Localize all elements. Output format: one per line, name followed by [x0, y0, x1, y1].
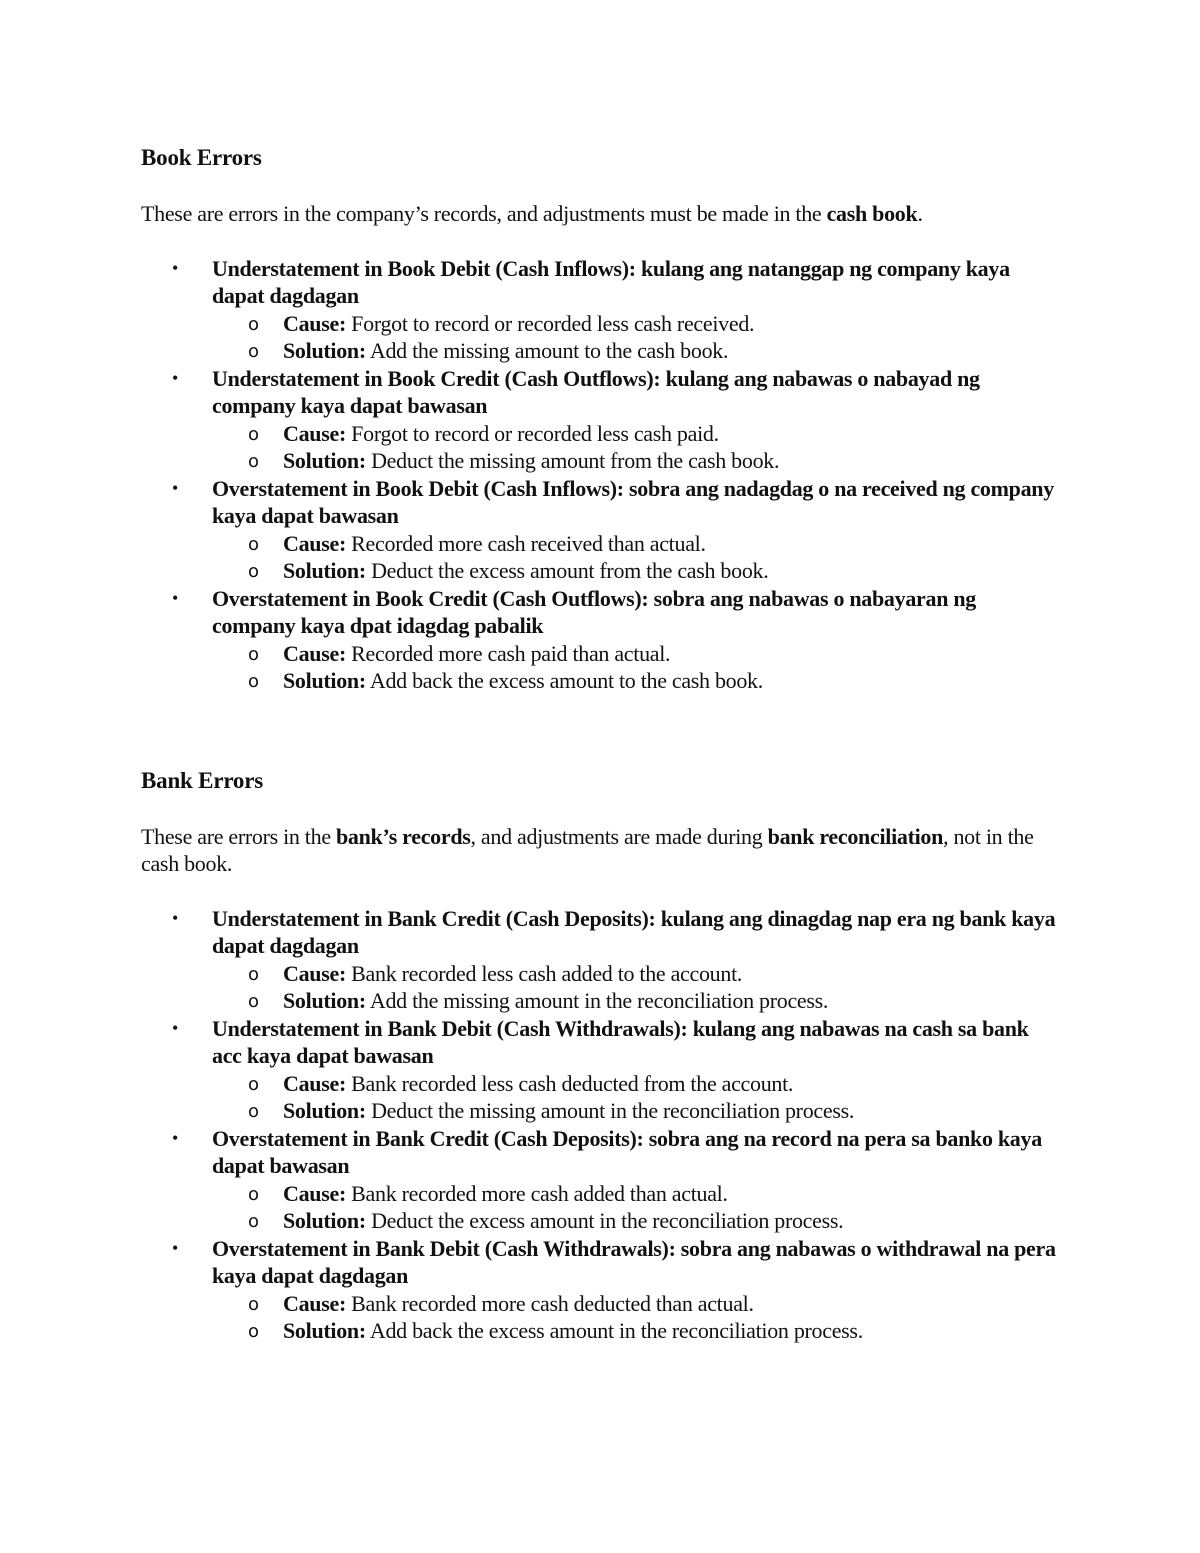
sub-bullet-icon: o [248, 643, 259, 665]
error-heading: Understatement in Bank Credit (Cash Deposits): kulang ang dinagdag nap era ng bank kaya dapat dagdagan [212, 905, 1056, 958]
cause-label: Cause: [283, 530, 346, 556]
sub-list [212, 310, 1061, 365]
sub-item-cause [141, 420, 1061, 448]
sub-item-solution [141, 667, 1061, 695]
solution-text: Deduct the missing amount in the reconciliation process. [365, 1098, 855, 1123]
sub-item-solution [141, 1317, 1061, 1345]
solution-text: Add the missing amount to the cash book. [365, 338, 729, 363]
list-item [141, 1125, 1061, 1235]
bullet-icon: • [172, 257, 179, 278]
bullet-icon: • [172, 907, 179, 928]
sub-bullet-icon: o [248, 1101, 259, 1122]
solution-label: Solution: [283, 1098, 366, 1123]
document-page [141, 143, 1061, 1345]
error-heading: Overstatement in Bank Credit (Cash Deposits): sobra ang na record na pera sa banko kaya dapat bawasan [212, 1125, 1042, 1178]
error-heading: Overstatement in Bank Debit (Cash Withdrawals): sobra ang nabawas o withdrawal na pera kaya dapat dagdagan [212, 1235, 1056, 1288]
bank-intro-pre: These are errors in the [141, 823, 336, 849]
list-item [141, 1015, 1061, 1125]
error-heading: Understatement in Bank Debit (Cash Withdrawals): kulang ang nabawas na cash sa bank acc kaya dapat bawasan [212, 1015, 1029, 1068]
sub-list [212, 1070, 1061, 1125]
book-errors-intro [141, 200, 1061, 228]
list-item [141, 475, 1061, 585]
cause-text: Bank recorded more cash added than actual. [345, 1180, 728, 1206]
bank-intro-post: , not in the cash book. [141, 823, 1034, 876]
sub-bullet-icon: o [248, 991, 259, 1012]
sub-list [212, 1180, 1061, 1235]
sub-item-solution [141, 1207, 1061, 1235]
solution-text: Add back the excess amount in the reconciliation process. [365, 1318, 863, 1343]
cause-text: Forgot to record or recorded less cash received. [345, 310, 755, 336]
sub-item-solution [141, 987, 1061, 1015]
solution-label: Solution: [283, 988, 366, 1013]
list-item [141, 585, 1061, 695]
bank-intro-bold-records: bank’s records [335, 823, 471, 849]
error-heading: Understatement in Book Debit (Cash Inflows): kulang ang natanggap ng company kaya dapat dagdagan [212, 255, 1010, 308]
cause-label: Cause: [283, 420, 346, 446]
error-heading: Overstatement in Book Debit (Cash Inflows): sobra ang nadagdag o na received ng company kaya dapat bawasan [212, 475, 1054, 528]
bank-errors-list [141, 905, 1061, 1345]
sub-item-solution [141, 1097, 1061, 1125]
sub-bullet-icon: o [248, 1321, 259, 1342]
sub-bullet-icon: o [248, 561, 259, 582]
bullet-icon: • [172, 477, 179, 498]
sub-bullet-icon: o [248, 1183, 259, 1205]
sub-bullet-icon: o [248, 1293, 259, 1315]
bank-errors-title: Bank Errors [141, 767, 263, 793]
sub-item-solution [141, 447, 1061, 475]
solution-text: Deduct the excess amount in the reconciliation process. [365, 1208, 844, 1233]
sub-list [212, 960, 1061, 1015]
bullet-icon: • [172, 1127, 179, 1148]
cause-label: Cause: [283, 1180, 346, 1206]
list-item [141, 255, 1061, 365]
sub-bullet-icon: o [248, 313, 259, 335]
bank-intro-bold-reconciliation: bank reconciliation [767, 823, 944, 849]
sub-item-cause [141, 310, 1061, 338]
cause-text: Recorded more cash received than actual. [345, 530, 706, 556]
solution-text: Add back the excess amount to the cash book. [365, 668, 763, 693]
list-item [141, 905, 1061, 1015]
sub-bullet-icon: o [248, 533, 259, 555]
list-item [141, 1235, 1061, 1345]
solution-label: Solution: [283, 558, 366, 583]
book-errors-section [141, 143, 1061, 695]
sub-item-cause [141, 530, 1061, 558]
sub-list [212, 1290, 1061, 1345]
list-item [141, 365, 1061, 475]
cause-text: Bank recorded less cash deducted from the account. [345, 1070, 794, 1096]
sub-bullet-icon: o [248, 963, 259, 985]
book-errors-title: Book Errors [141, 145, 262, 170]
solution-text: Add the missing amount in the reconciliation process. [365, 988, 829, 1013]
section-spacer [141, 695, 1061, 766]
sub-list [212, 640, 1061, 695]
solution-label: Solution: [283, 1318, 366, 1343]
cause-label: Cause: [283, 640, 346, 666]
solution-label: Solution: [283, 668, 366, 693]
sub-item-solution [141, 337, 1061, 365]
sub-item-cause [141, 960, 1061, 988]
cause-label: Cause: [283, 1070, 346, 1096]
cause-label: Cause: [283, 960, 346, 986]
sub-bullet-icon: o [248, 451, 259, 472]
sub-list [212, 530, 1061, 585]
bullet-icon: • [172, 1237, 179, 1258]
sub-item-cause [141, 1290, 1061, 1318]
sub-bullet-icon: o [248, 341, 259, 362]
solution-text: Deduct the missing amount from the cash book. [365, 448, 780, 473]
bullet-icon: • [172, 1017, 179, 1038]
cause-text: Forgot to record or recorded less cash paid. [345, 420, 719, 446]
cause-text: Bank recorded less cash added to the account. [345, 960, 743, 986]
book-intro-bold: cash book [826, 201, 918, 226]
sub-bullet-icon: o [248, 423, 259, 445]
solution-label: Solution: [283, 448, 366, 473]
solution-label: Solution: [283, 1208, 366, 1233]
sub-item-cause [141, 1180, 1061, 1208]
bullet-icon: • [172, 587, 179, 608]
sub-bullet-icon: o [248, 1073, 259, 1095]
book-intro-pre: These are errors in the company’s records, and adjustments must be made in the [141, 201, 827, 226]
book-intro-post: . [917, 201, 923, 226]
bank-errors-intro [141, 823, 1061, 878]
error-heading: Understatement in Book Credit (Cash Outflows): kulang ang nabawas o nabayad ng company kaya dapat bawasan [212, 365, 980, 418]
solution-label: Solution: [283, 338, 366, 363]
sub-item-cause [141, 640, 1061, 668]
cause-label: Cause: [283, 310, 346, 336]
book-errors-list [141, 255, 1061, 695]
sub-list [212, 420, 1061, 475]
cause-label: Cause: [283, 1290, 346, 1316]
sub-bullet-icon: o [248, 671, 259, 692]
cause-text: Recorded more cash paid than actual. [345, 640, 671, 666]
bank-intro-mid: , and adjustments are made during [470, 823, 768, 849]
sub-bullet-icon: o [248, 1211, 259, 1232]
bullet-icon: • [172, 367, 179, 388]
sub-item-cause [141, 1070, 1061, 1098]
bank-errors-section [141, 766, 1061, 1345]
error-heading: Overstatement in Book Credit (Cash Outflows): sobra ang nabawas o nabayaran ng company kaya dpat idagdag pabalik [212, 585, 976, 638]
cause-text: Bank recorded more cash deducted than actual. [345, 1290, 754, 1316]
solution-text: Deduct the excess amount from the cash book. [365, 558, 769, 583]
sub-item-solution [141, 557, 1061, 585]
